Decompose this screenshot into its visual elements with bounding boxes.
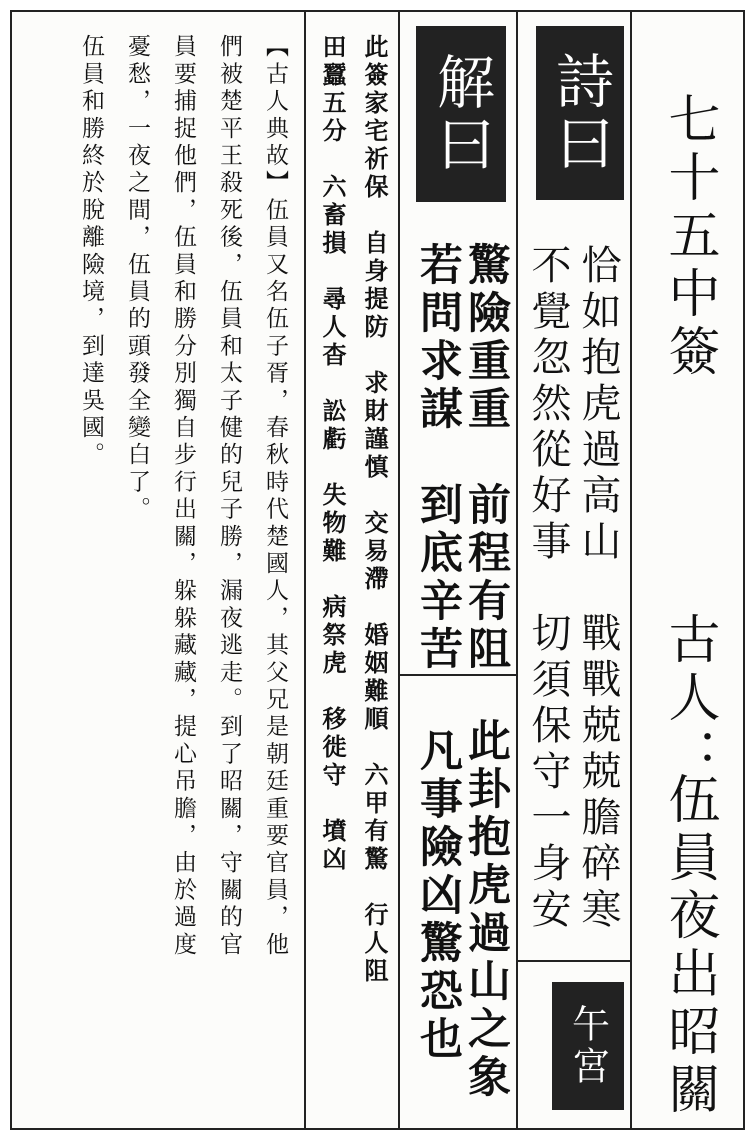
detail-line-1: 此簽家宅祈保 自身提防 求財謹慎 交易滯 婚姻難順 六甲有驚 行人阻 xyxy=(360,34,388,986)
story-line-2: 們被楚平王殺死後，伍員和太子健的兒子勝，漏夜逃走。到了昭關，守關的官 xyxy=(216,34,242,959)
detail-line-2: 田蠶五分 六畜損 尋人杳 訟虧 失物難 病祭虎 移徙守 墳凶 xyxy=(318,34,346,874)
story-line-4: 憂愁，一夜之間，伍員的頭發全變白了。 xyxy=(124,34,150,524)
explain-line-2: 若問求謀 到底辛苦 xyxy=(413,242,463,674)
ancient-label: 古人： xyxy=(659,612,719,786)
divider-detail xyxy=(304,12,306,1128)
poem-heading: 詩曰 xyxy=(546,51,614,175)
summary-line-1: 此卦抱虎過山之象 xyxy=(461,718,511,1102)
story-line-1: 【古人典故】伍員又名伍子胥，春秋時代楚國人，其父兄是朝廷重要官員，他 xyxy=(262,34,288,959)
story-line-3: 員要捕捉他們，伍員和勝分別獨自步行出關，躲躲藏藏，提心吊膽，由於過度 xyxy=(170,34,196,959)
ancient-name: 伍員夜出昭關 xyxy=(659,772,719,1120)
divider-explain xyxy=(398,12,400,1128)
fortune-slip-frame xyxy=(10,10,745,1130)
palace-label: 午宮 xyxy=(565,1004,610,1088)
divider-poem-bottom xyxy=(516,960,632,962)
story-line-5: 伍員和勝終於脫離險境，到達吳國。 xyxy=(78,34,104,470)
slip-title: 七十五中簽 xyxy=(659,92,719,382)
palace-box xyxy=(552,982,624,1110)
poem-heading-box xyxy=(536,26,624,200)
divider-explain-bottom xyxy=(398,674,516,676)
poem-line-2: 不覺忽然從好事 切須保守一身安 xyxy=(525,244,571,934)
summary-line-2: 凡事險凶驚恐也 xyxy=(413,728,463,1064)
explain-line-1: 驚險重重 前程有阻 xyxy=(461,242,511,674)
poem-line-1: 恰如抱虎過高山 戰戰兢兢膽碎寒 xyxy=(575,244,621,934)
explain-heading: 解曰 xyxy=(427,52,495,176)
explain-heading-box xyxy=(416,26,506,202)
